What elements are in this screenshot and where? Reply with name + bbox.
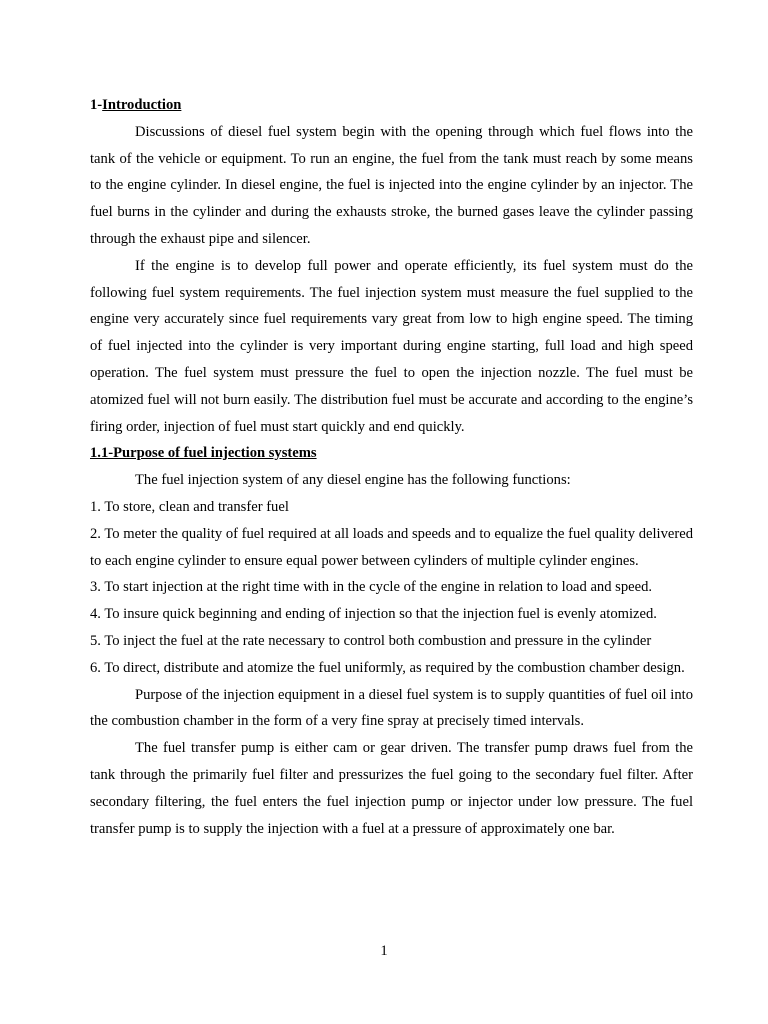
list-item: 5. To inject the fuel at the rate necessary to control both combustion and pressure in the cylinder (90, 632, 652, 649)
section-heading-introduction (90, 92, 693, 119)
list-item: 1. To store, clean and transfer fuel (90, 498, 289, 515)
list-item: 2. To meter the quality of fuel required at all loads and speeds and to equalize the fuel quality delivered to each engine cylinder to ensure equal power between cylinders of multiple cylinder engines. (90, 525, 693, 569)
paragraph: The fuel transfer pump is either cam or gear driven. The transfer pump draws fuel from the tank through the primarily fuel filter and pressurizes the fuel going to the secondary fuel filter. After secondary filtering, the fuel enters the fuel injection pump or injector under low pressure. The fuel transfer pump is to supply the injection with a fuel at a pressure of approximately one bar. (90, 740, 693, 837)
section-title: 1.1-Purpose of fuel injection systems (90, 445, 317, 462)
paragraph: The fuel injection system of any diesel engine has the following functions: (135, 472, 571, 489)
section-number: 1- (90, 97, 103, 113)
paragraph: If the engine is to develop full power and operate efficiently, its fuel system must do the following fuel system requirements. The fuel injection system must measure the fuel supplied to the engine very accurately since fuel requirements vary great from low to high engine speed. The timing of fuel injected into the cylinder is very important during engine starting, full load and high speed operation. The fuel system must pressure the fuel to open the injection nozzle. The fuel must be atomized fuel will not burn easily. The distribution fuel must be accurate and according to the engine’s firing order, injection of fuel must start quickly and end quickly. (90, 257, 693, 435)
section-title: Introduction (102, 97, 182, 113)
list-item: 3. To start injection at the right time with in the cycle of the engine in relation to load and speed. (90, 579, 653, 596)
page-number: 1 (380, 943, 388, 959)
paragraph: Discussions of diesel fuel system begin with the opening through which fuel flows into the tank of the vehicle or equipment. To run an engine, the fuel from the tank must reach by some means to the engine cylinder. In diesel engine, the fuel is injected into the engine cylinder by an injector. The fuel burns in the cylinder and during the exhausts stroke, the burned gases leave the cylinder passing through the exhaust pipe and silencer. (90, 123, 693, 247)
document-page (90, 92, 693, 842)
section-heading-purpose (90, 440, 693, 467)
list-item: 6. To direct, distribute and atomize the fuel uniformly, as required by the combustion chamber design. (90, 659, 685, 676)
paragraph: Purpose of the injection equipment in a diesel fuel system is to supply quantities of fuel oil into the combustion chamber in the form of a very fine spray at precisely timed intervals. (90, 686, 693, 730)
list-item: 4. To insure quick beginning and ending of injection so that the injection fuel is evenly atomized. (90, 606, 657, 623)
